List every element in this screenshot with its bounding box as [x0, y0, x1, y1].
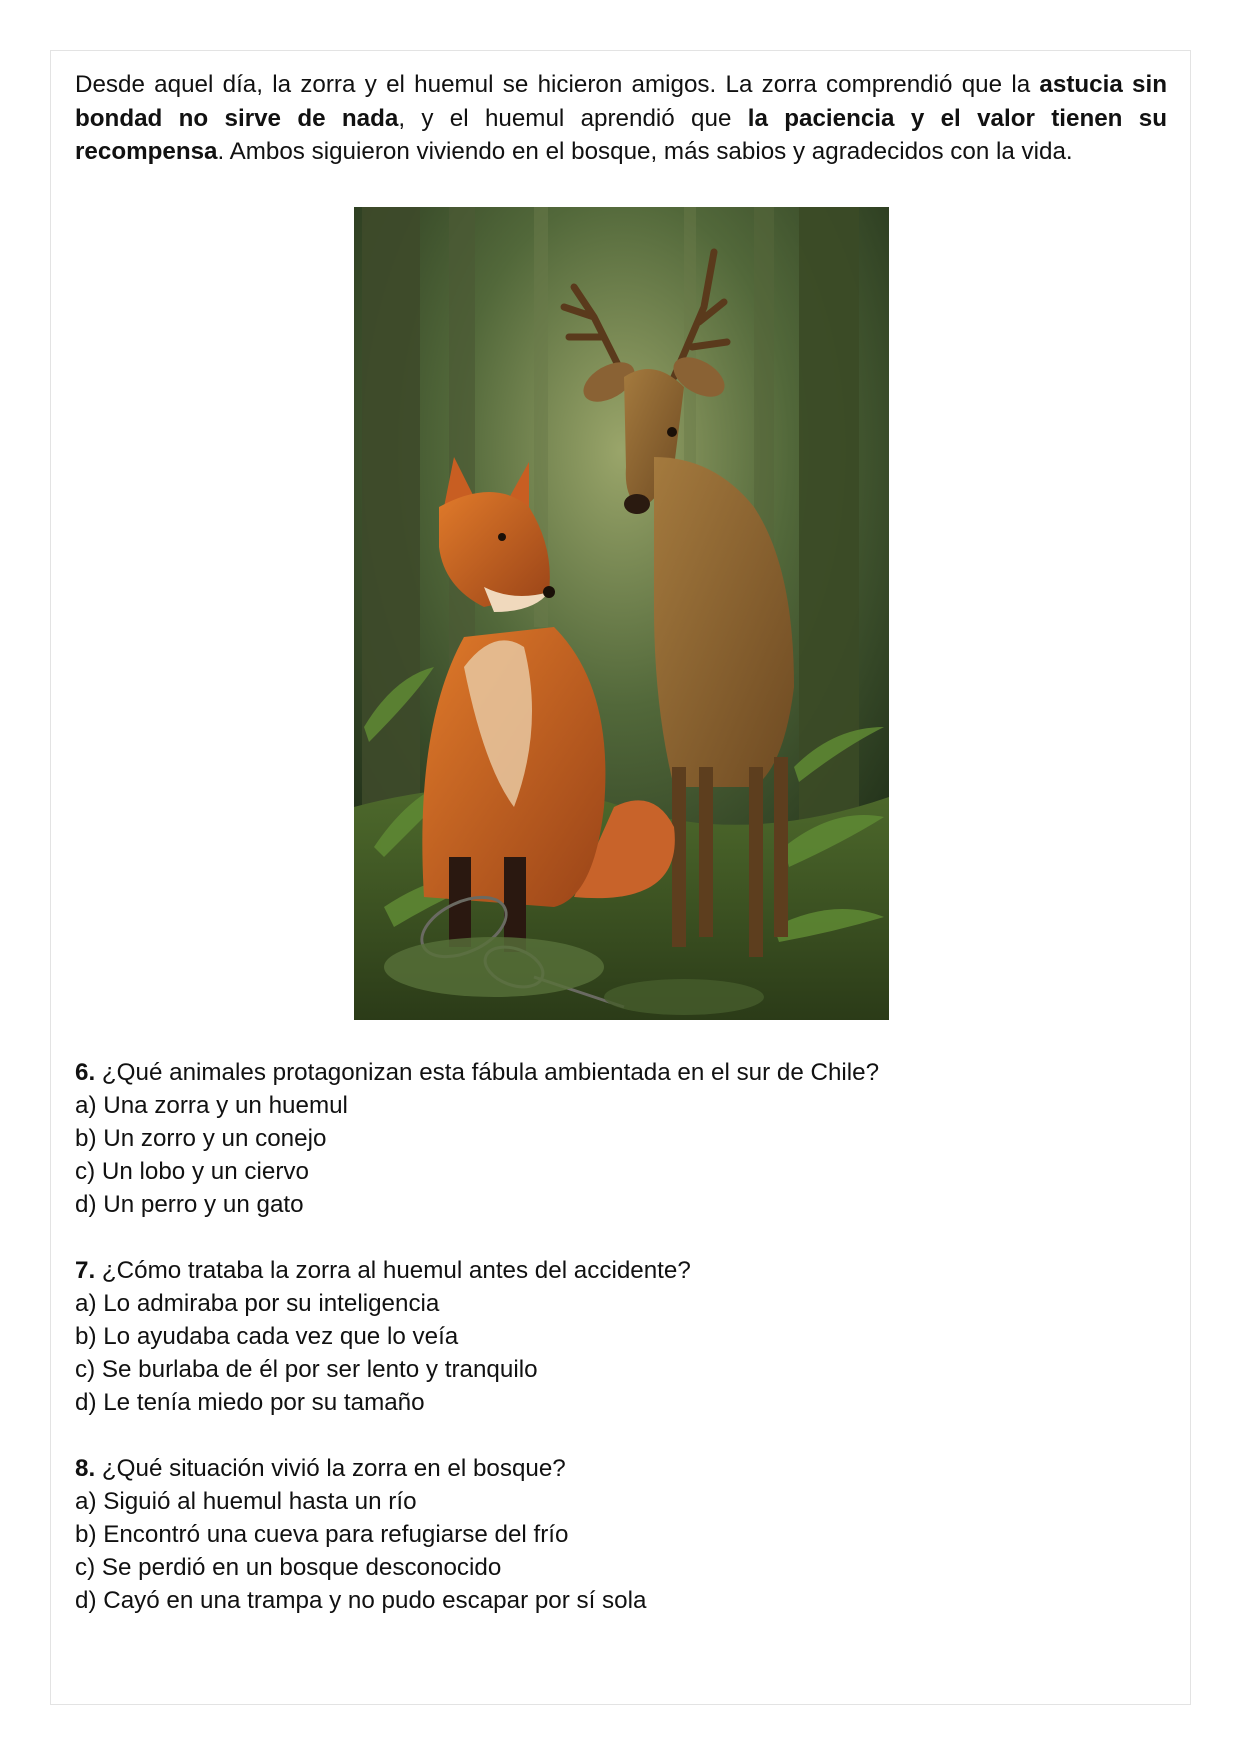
fox-and-huemul-illustration	[354, 207, 889, 1020]
intro-bold-1: astucia sin bondad no sirve de nada	[75, 71, 1167, 132]
option-a: a) Lo admiraba por su inteligencia	[75, 1290, 440, 1317]
option-d: d) Un perro y un gato	[75, 1191, 304, 1218]
option-d: d) Le tenía miedo por su tamaño	[75, 1389, 425, 1416]
question-6-title	[75, 1056, 1167, 1089]
option-c: c) Se perdió en un bosque desconocido	[75, 1554, 502, 1581]
intro-text-1: Desde aquel día, la zorra y el huemul se hicieron amigos. La zorra comprendió que la	[75, 71, 1040, 98]
intro-bold-2: la paciencia y el valor tienen su recompensa	[75, 104, 1167, 165]
intro-text-3: . Ambos siguieron viviendo en el bosque, más sabios y agradecidos con la vida.	[217, 138, 1073, 165]
option-b: b) Lo ayudaba cada vez que lo veía	[75, 1323, 459, 1350]
option-c: c) Se burlaba de él por ser lento y tranquilo	[75, 1356, 538, 1383]
question-6	[75, 1056, 1167, 1221]
option-a: a) Una zorra y un huemul	[75, 1092, 348, 1119]
question-number: 6.	[75, 1059, 96, 1086]
fox-and-huemul-forest-illustration-icon	[354, 207, 889, 1020]
option-d: d) Cayó en una trampa y no pudo escapar por sí sola	[75, 1587, 647, 1614]
question-7-title	[75, 1254, 1167, 1287]
option-b: b) Encontró una cueva para refugiarse del frío	[75, 1521, 569, 1548]
question-number: 8.	[75, 1455, 96, 1482]
intro-paragraph	[75, 68, 1167, 169]
option-a: a) Siguió al huemul hasta un río	[75, 1488, 417, 1515]
question-number: 7.	[75, 1257, 96, 1284]
option-c: c) Un lobo y un ciervo	[75, 1158, 309, 1185]
questions-section	[75, 1056, 1167, 1650]
intro-text-2: , y el huemul aprendió que	[398, 104, 748, 132]
question-text: ¿Qué situación vivió la zorra en el bosque?	[95, 1455, 566, 1482]
question-8	[75, 1452, 1167, 1617]
intro-section	[75, 68, 1167, 169]
option-b: b) Un zorro y un conejo	[75, 1125, 327, 1152]
question-text: ¿Qué animales protagonizan esta fábula ambientada en el sur de Chile?	[95, 1059, 880, 1086]
question-text: ¿Cómo trataba la zorra al huemul antes del accidente?	[95, 1257, 691, 1284]
question-7	[75, 1254, 1167, 1419]
question-8-title	[75, 1452, 1167, 1485]
